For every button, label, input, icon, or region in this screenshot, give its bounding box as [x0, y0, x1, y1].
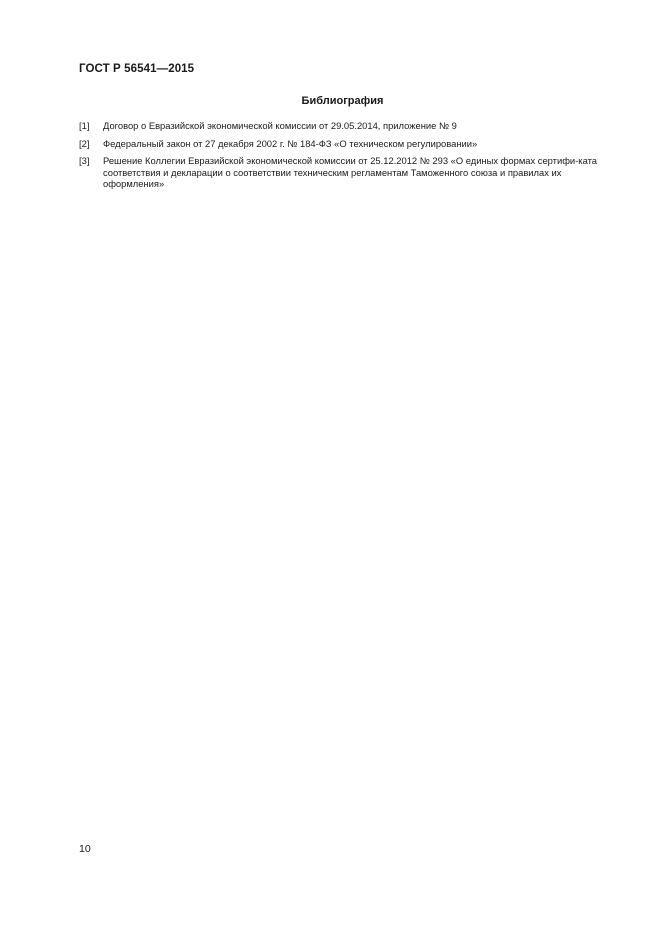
bibliography-entry — [79, 155, 619, 190]
bibliography-entry — [79, 120, 619, 132]
entry-text: Решение Коллегии Евразийской экономической комиссии от 25.12.2012 № 293 «О единых формах сертифи-ката соответствия и декларации о соответствии техническим регламентам Таможенного союза и правилах их оформления» — [103, 155, 597, 189]
section-title: Библиография — [301, 95, 384, 107]
page-number: 10 — [79, 843, 91, 855]
bibliography-list — [79, 120, 619, 196]
entry-text: Федеральный закон от 27 декабря 2002 г. № 184-ФЗ «О техническом регулировании» — [103, 137, 478, 149]
entry-text: Договор о Евразийской экономической комиссии от 29.05.2014, приложение № 9 — [103, 120, 457, 131]
entry-number: [3] — [79, 155, 90, 166]
bibliography-entry — [79, 138, 619, 150]
document-code: ГОСТ Р 56541—2015 — [79, 63, 195, 75]
entry-number: [1] — [79, 120, 90, 131]
entry-number: [2] — [79, 137, 90, 149]
